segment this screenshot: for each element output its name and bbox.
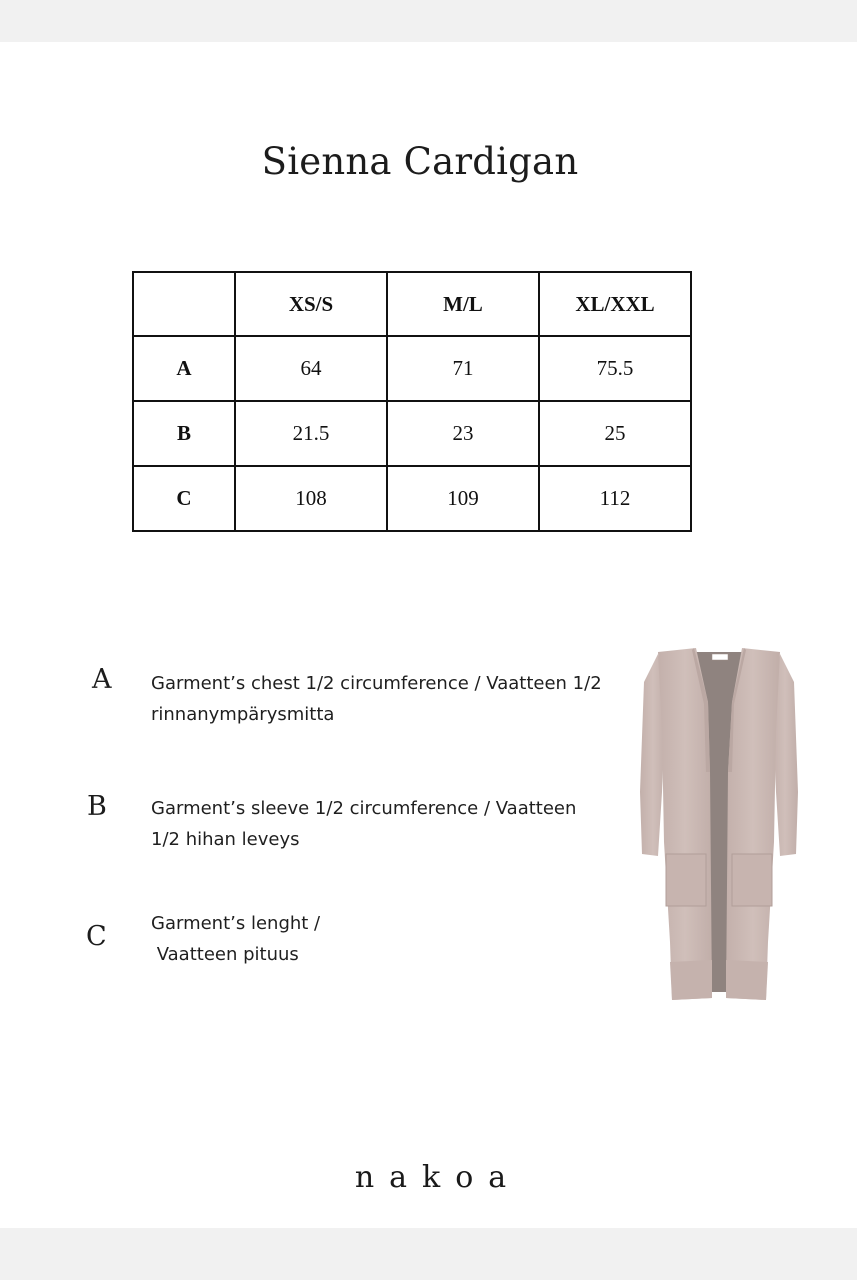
- legend-text-c: [151, 908, 320, 970]
- table-cell: 21.5: [235, 401, 387, 466]
- left-pocket: [666, 854, 706, 906]
- table-header-cell: XL/XXL: [539, 272, 691, 336]
- right-pocket: [732, 854, 772, 906]
- table-row: [133, 401, 691, 466]
- table-header-cell: M/L: [387, 272, 539, 336]
- table-row-label: C: [133, 466, 235, 531]
- table-row-label: B: [133, 401, 235, 466]
- table-cell: 109: [387, 466, 539, 531]
- legend-line: Garment’s lenght /: [151, 913, 321, 934]
- table-header-cell: [133, 272, 235, 336]
- table-header-row: [133, 272, 691, 336]
- size-table: [132, 271, 692, 532]
- table-cell: 112: [539, 466, 691, 531]
- legend-line: Garment’s sleeve 1/2 circumference / Vaatteen: [151, 798, 577, 819]
- table-header-cell: XS/S: [235, 272, 387, 336]
- table-cell: 71: [387, 336, 539, 401]
- label-tag: [712, 654, 728, 660]
- table-row: [133, 336, 691, 401]
- legend-text-a: [151, 668, 602, 730]
- brand-logo: nakoa: [354, 1160, 522, 1195]
- legend-text-b: [151, 793, 576, 855]
- cardigan-image: [636, 642, 802, 1004]
- table-cell: 25: [539, 401, 691, 466]
- table-cell: 23: [387, 401, 539, 466]
- size-guide-page: [0, 42, 857, 1228]
- legend-letter-b: B: [87, 791, 107, 822]
- legend-line: rinnanympärysmitta: [151, 704, 335, 725]
- legend-letter-c: C: [86, 921, 107, 952]
- page-title: Sienna Cardigan: [261, 140, 579, 183]
- legend-letter-a: A: [92, 664, 112, 695]
- legend-line: Vaatteen pituus: [151, 944, 299, 965]
- legend-line: 1/2 hihan leveys: [151, 829, 300, 850]
- table-cell: 64: [235, 336, 387, 401]
- table-row: [133, 466, 691, 531]
- table-cell: 108: [235, 466, 387, 531]
- table-cell: 75.5: [539, 336, 691, 401]
- table-row-label: A: [133, 336, 235, 401]
- legend-line: Garment’s chest 1/2 circumference / Vaatteen 1/2: [151, 673, 602, 694]
